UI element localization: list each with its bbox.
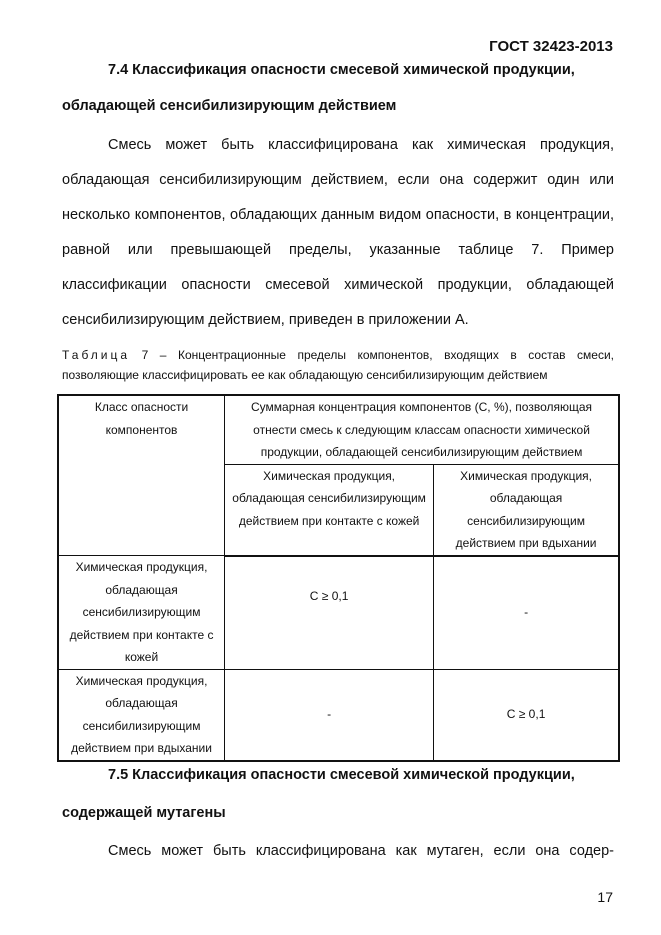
concentration-table bbox=[57, 394, 620, 762]
table-caption-text-1: 7 – Концентрационные пределы компонентов, входящих в состав смеси, bbox=[141, 348, 614, 362]
section-7-5-paragraph-text: Смесь может быть классифицирована как мутаген, если она содер- bbox=[108, 843, 614, 859]
cell-inhalation-limit: - bbox=[434, 556, 619, 670]
table-caption-text-2: позволяющие классифицировать ее как обладающую сенсибилизирующим действием bbox=[62, 368, 548, 382]
row-hazard-class: Химическая продукция, обладающая сенсибилизирующим действием при контакте с кожей bbox=[58, 556, 225, 670]
section-7-4-heading-line1: 7.4 Классификация опасности смесевой химической продукции, bbox=[108, 62, 575, 78]
cell-skin-limit: C ≥ 0,1 bbox=[225, 556, 434, 670]
section-7-4-paragraph-text: Смесь может быть классифицирована как химическая продукция, обладающая сенсибилизирующим действием, если она содержит один или несколько компонентов, обладающих данным видом опасности, в концентрации, равной или превышающей пределы, указанные таблице 7. Пример классификации опасности смесевой химической продукции, обладающей сенсибилизирующим действием, приведен в приложении А. bbox=[62, 137, 614, 328]
section-7-4-paragraph bbox=[62, 128, 614, 338]
cell-skin-limit: - bbox=[225, 669, 434, 761]
page-number: 17 bbox=[597, 889, 613, 905]
table-row bbox=[58, 669, 619, 761]
row-hazard-class: Химическая продукция, обладающая сенсибилизирующим действием при вдыхании bbox=[58, 669, 225, 761]
col-header-hazard-class: Класс опасности компонентов bbox=[58, 395, 225, 556]
cell-inhalation-limit: C ≥ 0,1 bbox=[434, 669, 619, 761]
table-7-caption bbox=[62, 345, 614, 385]
section-7-5-heading-line2: содержащей мутагены bbox=[62, 805, 226, 821]
col-subheader-inhalation: Химическая продукция, обладающая сенсибилизирующим действием при вдыхании bbox=[434, 464, 619, 556]
col-header-total-concentration: Суммарная концентрация компонентов (С, %), позволяющая отнести смесь к следующим классам опасности химической продукции, обладающей сенсибилизирующим действием bbox=[225, 395, 619, 464]
col-subheader-skin-contact: Химическая продукция, обладающая сенсибилизирующим действием при контакте с кожей bbox=[225, 464, 434, 556]
section-7-5-heading-line1: 7.5 Классификация опасности смесевой химической продукции, bbox=[108, 767, 575, 783]
table-caption-label: Таблица bbox=[62, 348, 131, 362]
section-7-5-paragraph bbox=[62, 834, 614, 869]
table-row bbox=[58, 556, 619, 670]
section-7-4-heading-line2: обладающей сенсибилизирующим действием bbox=[62, 98, 397, 114]
document-code: ГОСТ 32423-2013 bbox=[489, 38, 613, 55]
